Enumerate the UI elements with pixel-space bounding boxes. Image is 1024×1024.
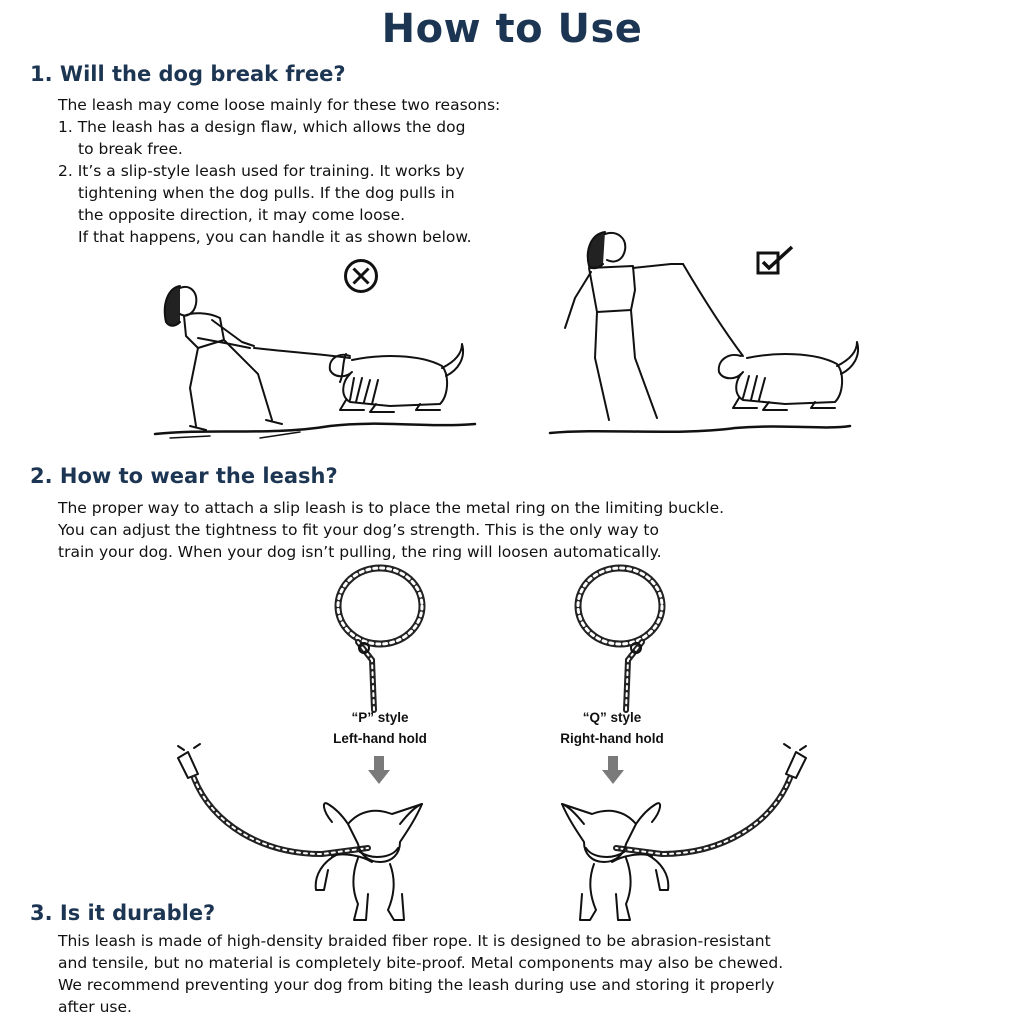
section3-text: [58, 930, 783, 1018]
q-style-loop-illustration: [570, 562, 670, 712]
section1-line: to break free.: [78, 140, 183, 158]
p-style-loop-illustration: [330, 562, 430, 712]
section1-line: The leash may come loose mainly for these two reasons:: [58, 96, 501, 114]
section3-heading: 3. Is it durable?: [30, 901, 216, 925]
right-way-illustration: [545, 228, 855, 443]
section1-line: the opposite direction, it may come loose.: [78, 206, 406, 224]
section1-text: [58, 94, 500, 248]
section1-line: tightening when the dog pulls. If the dog pulls in: [78, 184, 455, 202]
section3-line: and tensile, but no material is completely bite-proof. Metal components may also be chewed.: [58, 954, 784, 972]
section3-line: This leash is made of high-density braided fiber rope. It is designed to be abrasion-resistant: [58, 932, 771, 950]
right-hand-dog-illustration: [562, 744, 822, 924]
p-style-name: “P” style: [351, 710, 409, 725]
section2-heading: 2. How to wear the leash?: [30, 464, 338, 488]
page-title: How to Use: [381, 6, 643, 52]
section3-line: after use.: [58, 998, 132, 1016]
section3-line: We recommend preventing your dog from biting the leash during use and storing it properly: [58, 976, 775, 994]
section2-line: The proper way to attach a slip leash is to place the metal ring on the limiting buckle.: [58, 499, 725, 517]
p-style-label: [300, 707, 460, 749]
section1-line: 1. The leash has a design flaw, which allows the dog: [58, 118, 466, 136]
section2-line: train your dog. When your dog isn’t pulling, the ring will loosen automatically.: [58, 543, 662, 561]
q-style-label: [532, 707, 692, 749]
wrong-way-illustration: [150, 278, 480, 448]
section1-heading: 1. Will the dog break free?: [30, 62, 346, 86]
section2-line: You can adjust the tightness to fit your dog’s strength. This is the only way to: [58, 521, 659, 539]
left-hand-dog-illustration: [172, 744, 432, 924]
q-style-name: “Q” style: [582, 710, 642, 725]
section2-text: [58, 497, 724, 563]
section1-line: If that happens, you can handle it as shown below.: [78, 228, 472, 246]
right-hand-hold-label: Right-hand hold: [560, 731, 664, 746]
section1-line: 2. It’s a slip-style leash used for training. It works by: [58, 162, 465, 180]
left-hand-hold-label: Left-hand hold: [333, 731, 427, 746]
